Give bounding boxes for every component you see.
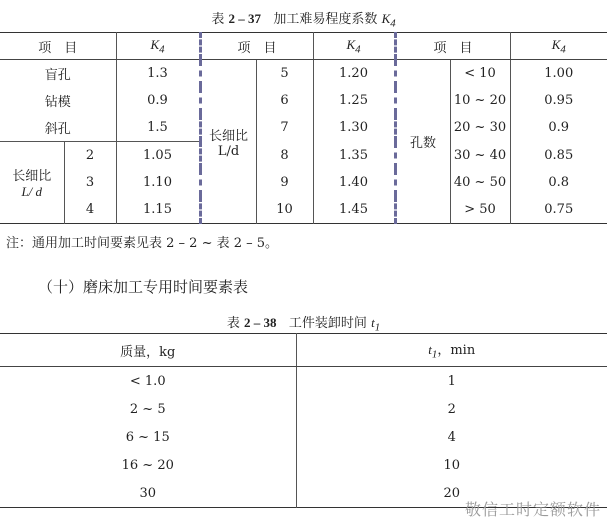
header-k-1: $K_4$ — [116, 33, 200, 60]
caption-sub: 4 — [390, 17, 396, 30]
caption-title: 工件装卸时间 — [288, 316, 367, 331]
header-k-3: $K_4$ — [510, 33, 607, 60]
value-cell: 1.45 — [313, 196, 395, 224]
ratio-cell: 3 — [64, 169, 116, 196]
caption-sub: 1 — [374, 321, 381, 334]
caption-prefix: 表 — [226, 316, 240, 331]
table2-caption — [0, 312, 607, 334]
table-row — [0, 87, 607, 114]
group-label-slenderness-1: 长细比 L/ d — [0, 142, 64, 224]
group-label-hole-count: 孔数 — [395, 60, 450, 224]
header-time: $t_1$，min — [296, 334, 607, 367]
ratio-cell: 8 — [256, 142, 313, 170]
time-cell: 20 — [296, 479, 607, 508]
value-cell: 0.75 — [510, 196, 607, 224]
table-row — [0, 196, 607, 224]
header-mass: 质量，kg — [0, 334, 296, 367]
value-cell: 0.95 — [510, 87, 607, 114]
value-cell: 1.10 — [116, 169, 200, 196]
table-row — [0, 423, 607, 451]
time-cell: 1 — [296, 367, 607, 396]
caption-title: 加工难易程度系数 — [273, 12, 378, 27]
range-cell: 10 ~ 20 — [450, 87, 510, 114]
range-cell: < 10 — [450, 60, 510, 88]
ratio-cell: 2 — [64, 142, 116, 170]
range-cell: 40 ~ 50 — [450, 169, 510, 196]
ratio-cell: 9 — [256, 169, 313, 196]
value-cell: 1.20 — [313, 60, 395, 88]
range-cell: 30 ~ 40 — [450, 142, 510, 170]
table-row — [0, 114, 607, 142]
value-cell: 1.05 — [116, 142, 200, 170]
table-row — [0, 395, 607, 423]
time-cell: 4 — [296, 423, 607, 451]
watermark: 敬信工时定额软件 — [464, 500, 601, 519]
table-row — [0, 169, 607, 196]
value-cell: 1.15 — [116, 196, 200, 224]
table-row — [0, 451, 607, 479]
label-oblique-hole: 斜孔 — [44, 122, 71, 137]
value-cell: 1.35 — [313, 142, 395, 170]
label-drill-jig: 钻模 — [44, 95, 71, 110]
value-cell: 0.85 — [510, 142, 607, 170]
table-row — [0, 60, 607, 88]
section-title: （十）磨床加工专用时间要素表 — [38, 278, 249, 296]
mass-cell: 6 ~ 15 — [125, 429, 170, 445]
range-cell: 20 ~ 30 — [450, 114, 510, 142]
ratio-cell: 4 — [64, 196, 116, 224]
table-row — [0, 142, 607, 170]
ratio-cell: 10 — [256, 196, 313, 224]
table2-header-row — [0, 334, 607, 367]
value-cell: 1.00 — [510, 60, 607, 88]
label-blind-hole: 盲孔 — [44, 68, 71, 83]
header-item-1: 项 目 — [0, 33, 116, 60]
table1-caption — [0, 8, 607, 30]
time-cell: 10 — [296, 451, 607, 479]
value-cell: 1.30 — [313, 114, 395, 142]
value-cell: 1.25 — [313, 87, 395, 114]
header-item-3: 项 目 — [395, 33, 510, 60]
header-item-2: 项 目 — [200, 33, 313, 60]
caption-symbol: t — [371, 315, 375, 330]
mass-cell: < 1.0 — [129, 373, 166, 389]
loading-time-table — [0, 333, 607, 508]
caption-number: 2 – 37 — [228, 11, 261, 26]
value-cell: 0.9 — [510, 114, 607, 142]
ratio-cell: 6 — [256, 87, 313, 114]
caption-number: 2 – 38 — [244, 315, 277, 330]
group-label-slenderness-2: 长细比 L/d — [200, 60, 256, 224]
time-cell: 2 — [296, 395, 607, 423]
table-row — [0, 367, 607, 396]
difficulty-coefficient-table — [0, 32, 607, 224]
mass-cell: 16 ~ 20 — [121, 457, 174, 473]
value-cell: 1.5 — [116, 114, 200, 142]
caption-prefix: 表 — [211, 12, 225, 27]
mass-cell: 30 — [139, 485, 157, 501]
table1-header-row — [0, 33, 607, 60]
table-note: 注：通用加工时间要素见表 2 – 2 ~ 表 2 – 5。 — [6, 236, 279, 251]
ratio-cell: 5 — [256, 60, 313, 88]
range-cell: > 50 — [450, 196, 510, 224]
mass-cell: 2 ~ 5 — [129, 401, 166, 417]
ratio-cell: 7 — [256, 114, 313, 142]
header-k-2: $K_4$ — [313, 33, 395, 60]
value-cell: 0.8 — [510, 169, 607, 196]
value-cell: 0.9 — [116, 87, 200, 114]
value-cell: 1.3 — [116, 60, 200, 88]
caption-symbol: K — [381, 11, 391, 26]
value-cell: 1.40 — [313, 169, 395, 196]
